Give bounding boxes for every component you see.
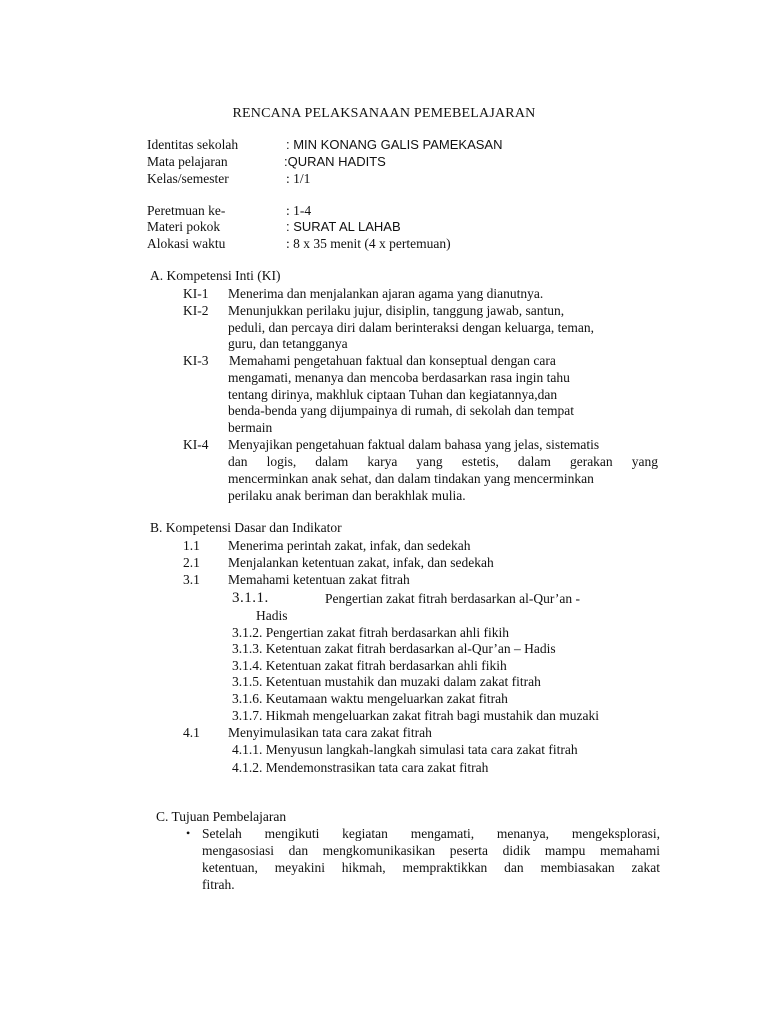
indicator-text: Pengertian zakat fitrah berdasarkan al-Qur’an - xyxy=(325,591,580,606)
bullet-icon: • xyxy=(186,826,191,840)
identity-label: Kelas/semester xyxy=(147,171,229,186)
identity-value: : SURAT AL LAHAB xyxy=(286,219,401,234)
objective-text: mengasosiasi dan mengkomunikasikan peserta didik mampu memahami xyxy=(202,843,660,858)
identity-label: Alokasi waktu xyxy=(147,236,226,251)
indicator-item: 3.1.5. Ketentuan mustahik dan muzaki dalam zakat fitrah xyxy=(232,674,541,689)
indicator-number: 3.1.1. xyxy=(232,590,269,606)
ki-text: Memahami pengetahuan faktual dan konseptual dengan cara xyxy=(229,353,556,368)
section-c-heading: C. Tujuan Pembelajaran xyxy=(156,809,287,824)
identity-label: Identitas sekolah xyxy=(147,137,239,152)
ki-text: Menerima dan menjalankan ajaran agama yang dianutnya. xyxy=(228,286,544,301)
identity-value: : 1-4 xyxy=(286,203,312,218)
identity-value: : 1/1 xyxy=(286,171,311,186)
ki-text: dan logis, dalam karya yang estetis, dalam gerakan yang xyxy=(228,454,658,469)
indicator-item: 4.1.2. Mendemonstrasikan tata cara zakat fitrah xyxy=(232,760,489,775)
indicator-item: 3.1.7. Hikmah mengeluarkan zakat fitrah bagi mustahik dan muzaki xyxy=(232,708,600,723)
kd-code: 2.1 xyxy=(183,555,200,570)
identity-label: Materi pokok xyxy=(147,219,221,234)
indicator-text-cont: Hadis xyxy=(256,608,288,623)
document-title: RENCANA PELAKSANAAN PEMEBELAJARAN xyxy=(232,106,536,121)
objective-text: ketentuan, meyakini hikmah, mempraktikkan dan membiasakan zakat xyxy=(202,860,660,875)
indicator-item: 3.1.4. Ketentuan zakat fitrah berdasarkan ahli fikih xyxy=(232,658,507,673)
section-a-heading: A. Kompetensi Inti (KI) xyxy=(150,268,281,283)
identity-label: Mata pelajaran xyxy=(147,154,228,169)
indicator-item: 4.1.1. Menyusun langkah-langkah simulasi tata cara zakat fitrah xyxy=(232,742,578,757)
identity-value: : 8 x 35 menit (4 x pertemuan) xyxy=(286,236,451,251)
ki-text: peduli, dan percaya diri dalam berinteraksi dengan keluarga, teman, xyxy=(228,320,594,335)
ki-text: tentang dirinya, makhluk ciptaan Tuhan dan kegiatannya,dan xyxy=(228,387,558,402)
kd-text: Memahami ketentuan zakat fitrah xyxy=(228,572,410,587)
identity-label: Peretmuan ke- xyxy=(147,203,226,218)
kd-code: 3.1 xyxy=(183,572,200,587)
ki-code: KI-3 xyxy=(183,353,209,368)
kd-text: Menjalankan ketentuan zakat, infak, dan sedekah xyxy=(228,555,494,570)
ki-code: KI-2 xyxy=(183,303,209,318)
ki-text: Menunjukkan perilaku jujur, disiplin, tanggung jawab, santun, xyxy=(228,303,565,318)
section-b-heading: B. Kompetensi Dasar dan Indikator xyxy=(150,520,342,535)
ki-code: KI-4 xyxy=(183,437,209,452)
indicator-item: 3.1.3. Ketentuan zakat fitrah berdasarkan al-Qur’an – Hadis xyxy=(232,641,556,656)
ki-text: guru, dan tetangganya xyxy=(228,336,348,351)
ki-text: mengamati, menanya dan mencoba berdasarkan rasa ingin tahu xyxy=(228,370,570,385)
ki-text: perilaku anak beriman dan berakhlak mulia. xyxy=(228,488,466,503)
objective-text: Setelah mengikuti kegiatan mengamati, menanya, mengeksplorasi, xyxy=(202,826,660,841)
ki-text: bermain xyxy=(228,420,273,435)
kd-text: Menerima perintah zakat, infak, dan sedekah xyxy=(228,538,471,553)
ki-text: Menyajikan pengetahuan faktual dalam bahasa yang jelas, sistematis xyxy=(228,437,600,452)
indicator-item: 3.1.2. Pengertian zakat fitrah berdasarkan ahli fikih xyxy=(232,625,510,640)
kd-code: 1.1 xyxy=(183,538,200,553)
ki-text: mencerminkan anak sehat, dan dalam tindakan yang mencerminkan xyxy=(228,471,594,486)
kd-code: 4.1 xyxy=(183,725,200,740)
ki-text: benda-benda yang dijumpainya di rumah, di sekolah dan tempat xyxy=(228,403,575,418)
objective-text: fitrah. xyxy=(202,877,235,892)
ki-code: KI-1 xyxy=(183,286,209,301)
kd-text: Menyimulasikan tata cara zakat fitrah xyxy=(228,725,432,740)
identity-value: : MIN KONANG GALIS PAMEKASAN xyxy=(286,137,503,152)
indicator-item: 3.1.6. Keutamaan waktu mengeluarkan zakat fitrah xyxy=(232,691,508,706)
identity-value: :QURAN HADITS xyxy=(284,154,386,169)
